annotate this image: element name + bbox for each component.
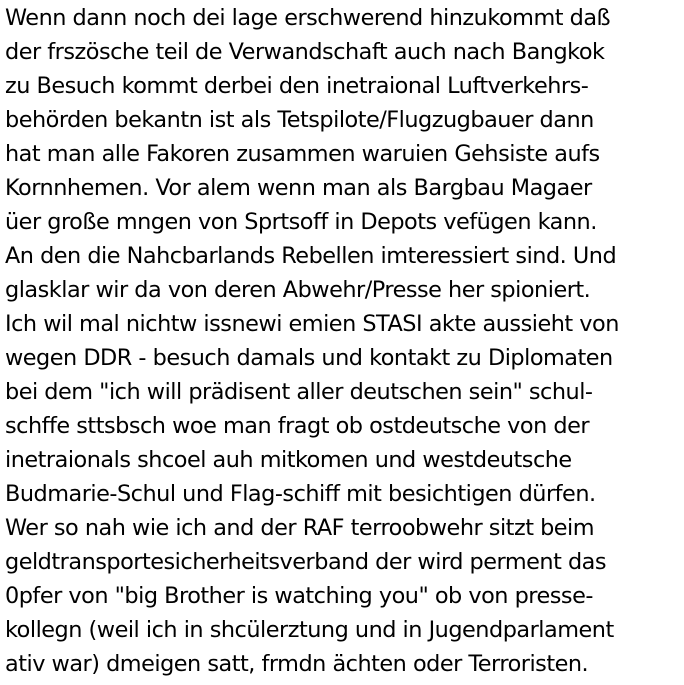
text-line-1: Wenn dann noch dei lage erschwerend hinzukommt daß (5, 5, 611, 31)
text-line-2: der frszösche teil de Verwandschaft auch nach Bangkok (5, 39, 605, 65)
text-line-16: Wer so nah wie ich and der RAF terroobwehr sitzt beim (5, 515, 595, 541)
text-line-15: Budmarie-Schul und Flag-schiff mit besichtigen dürfen. (5, 481, 596, 507)
text-line-14: inetraionals shcoel auh mitkomen und westdeutsche (5, 447, 572, 473)
text-line-12: bei dem "ich will prädisent aller deutschen sein" schul- (5, 379, 593, 405)
text-line-19: kollegn (weil ich in shcülerztung und in Jugendparlament (5, 617, 614, 643)
text-line-3: zu Besuch kommt derbei den inetraional Luftverkehrs- (5, 73, 589, 99)
text-line-20: ativ war) dmeigen satt, frmdn ächten oder Terroristen. (5, 651, 589, 677)
text-line-17: geldtransportesicherheitsverband der wird perment das (5, 549, 607, 575)
text-line-10: Ich wil mal nichtw issnewi emien STASI akte aussieht von (5, 311, 619, 337)
text-line-5: hat man alle Fakoren zusammen waruien Gehsiste aufs (5, 141, 600, 167)
text-line-18: 0pfer von "big Brother is watching you" ob von presse- (5, 583, 593, 609)
text-line-6: Kornnhemen. Vor alem wenn man als Bargbau Magaer (5, 175, 592, 201)
text-line-4: behörden bekantn ist als Tetspilote/Flugzugbauer dann (5, 107, 594, 133)
text-line-7: üer große mngen von Sprtsoff in Depots vefügen kann. (5, 209, 597, 235)
text-line-11: wegen DDR - besuch damals und kontakt zu Diplomaten (5, 345, 613, 371)
text-line-13: schffe sttsbsch woe man fragt ob ostdeutsche von der (5, 413, 590, 439)
text-line-9: glasklar wir da von deren Abwehr/Presse her spioniert. (5, 277, 591, 303)
text-line-8: An den die Nahcbarlands Rebellen imteressiert sind. Und (5, 243, 617, 269)
